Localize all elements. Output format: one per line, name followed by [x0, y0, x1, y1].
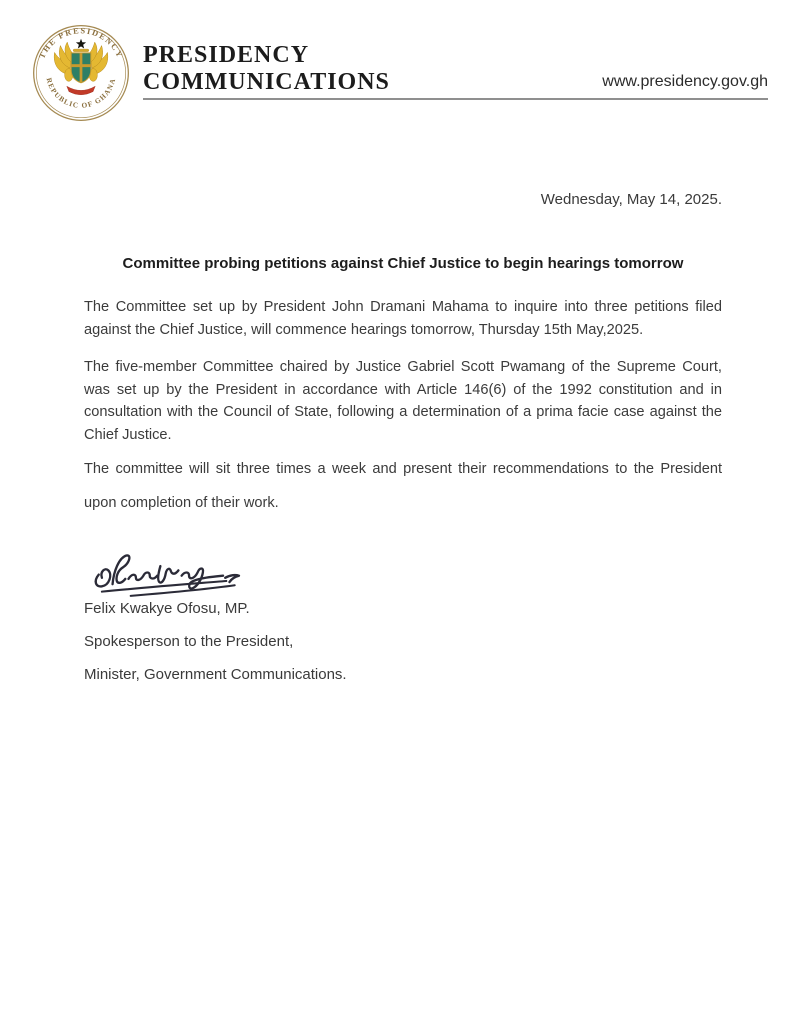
- paragraph-2: The five-member Committee chaired by Justice Gabriel Scott Pwamang of the Supreme Court, was set up by the President in accordance with Article 146(6) of the 1992 constitution and in consultation with the Council of State, following a determination of a prima facie case against the Chief Justice.: [84, 359, 722, 443]
- seal-bottom-text: REPUBLIC OF GHANA: [44, 77, 118, 110]
- signatory-role-2: Minister, Government Communications.: [84, 666, 347, 683]
- signatory-role-1: Spokesperson to the President,: [84, 633, 294, 650]
- date-line: Wednesday, May 14, 2025.: [540, 191, 722, 208]
- paragraph-3: The committee will sit three times a week and present their recommendations to the President upon completion of their work.: [84, 461, 722, 511]
- seal-top-text: THE PRESIDENCY: [37, 26, 125, 60]
- org-title-line2: COMMUNICATIONS: [143, 69, 390, 95]
- signatory-name: Felix Kwakye Ofosu, MP.: [84, 600, 250, 617]
- header-divider: [143, 98, 768, 100]
- website-url: www.presidency.gov.gh: [602, 73, 768, 90]
- handwritten-signature-icon: [86, 540, 256, 605]
- ghana-presidency-seal-icon: [32, 24, 130, 122]
- paragraph-1: The Committee set up by President John Dramani Mahama to inquire into three petitions filed against the Chief Justice, will commence hearings tomorrow, Thursday 15th May,2025.: [84, 299, 722, 338]
- org-title: [143, 42, 390, 96]
- org-title-line1: PRESIDENCY: [143, 42, 310, 68]
- headline: Committee probing petitions against Chief Justice to begin hearings tomorrow: [122, 255, 684, 272]
